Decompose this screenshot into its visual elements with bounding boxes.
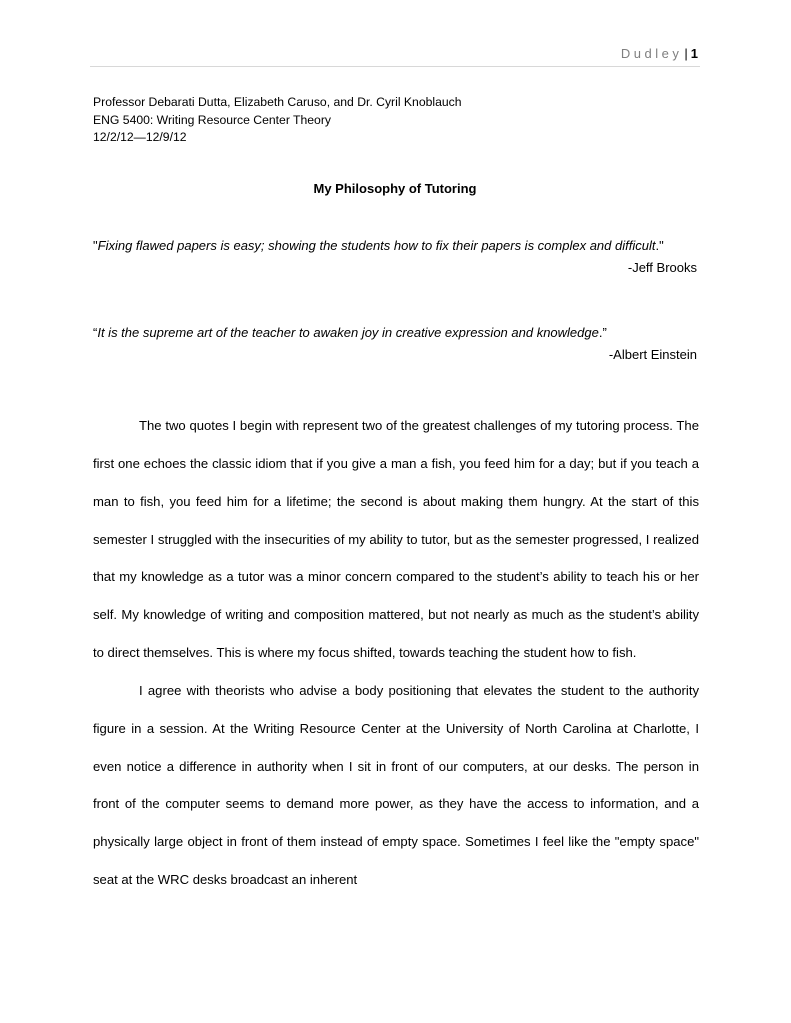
- course-line: ENG 5400: Writing Resource Center Theory: [93, 112, 331, 127]
- quote-open-mark: “: [93, 325, 98, 340]
- header-author-name: Dudley: [620, 46, 683, 61]
- essay-body: [93, 407, 699, 899]
- quote-open-mark: ": [93, 238, 98, 253]
- page-number: 1: [690, 46, 698, 61]
- quote-attribution: -Albert Einstein: [608, 346, 697, 362]
- quote-body: It is the supreme art of the teacher to awaken joy in creative expression and knowledge: [97, 325, 599, 340]
- header-right: [621, 46, 698, 61]
- header-separator: |: [684, 46, 688, 61]
- quote-close-mark: .": [655, 238, 664, 253]
- quote-text: [93, 322, 697, 344]
- quote-close-mark: .”: [598, 325, 607, 340]
- quote-body: Fixing flawed papers is easy; showing the students how to fix their papers is complex and difficult: [97, 238, 656, 253]
- page-header: [90, 44, 700, 67]
- quote-text: [93, 235, 697, 257]
- heading-info-block: [93, 94, 462, 147]
- body-paragraph: The two quotes I begin with represent two of the greatest challenges of my tutoring process. The first one echoes the classic idiom that if you give a man a fish, you feed him for a day; but if you teach a man to fish, you feed him for a lifetime; the second is about making them hungry. At the start of this semester I struggled with the insecurities of my ability to tutor, but as the semester progressed, I realized that my knowledge as a tutor was a minor concern compared to the student’s ability to teach his or her self. My knowledge of writing and composition mattered, but not nearly as much as the student’s ability to direct themselves. This is where my focus shifted, towards teaching the student how to fish.: [93, 418, 699, 661]
- professor-line: Professor Debarati Dutta, Elizabeth Caruso, and Dr. Cyril Knoblauch: [93, 95, 462, 109]
- document-title: My Philosophy of Tutoring: [313, 181, 477, 196]
- quote-attribution: -Jeff Brooks: [627, 259, 697, 275]
- body-paragraph: I agree with theorists who advise a body positioning that elevates the student to the authority figure in a session. At the Writing Resource Center at the University of North Carolina at Charlotte, I even notice a difference in authority when I sit in front of our computers, at our desks. The person in front of the computer seems to demand more power, as they have the access to information, and a physically large object in front of them instead of empty space. Sometimes I feel like the "empty space" seat at the WRC desks broadcast an inherent: [93, 682, 699, 888]
- epigraph-quote-1: [93, 235, 697, 278]
- epigraph-quote-2: [93, 322, 697, 365]
- date-line: 12/2/12—12/9/12: [93, 130, 187, 144]
